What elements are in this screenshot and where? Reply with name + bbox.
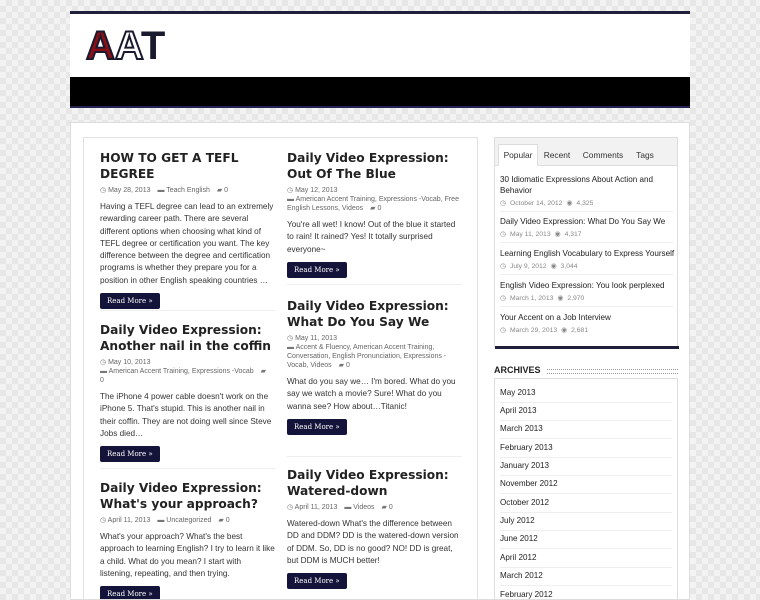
post-title-link[interactable]: Daily Video Expression: What's your approach? (100, 481, 262, 511)
post-comment-count[interactable]: 0 (225, 517, 230, 524)
post-date: May 11, 2013 (295, 335, 337, 342)
divider (500, 585, 672, 586)
clock-icon: ◷ (500, 326, 506, 334)
popular-post-item (500, 281, 675, 302)
post-category-link[interactable]: Videos (353, 504, 375, 511)
post-title-link[interactable]: Daily Video Expression: Out Of The Blue (287, 151, 449, 181)
divider (500, 420, 672, 421)
site-logo[interactable] (86, 26, 165, 66)
popular-post-date: October 14, 2012 (509, 199, 563, 207)
divider (500, 475, 672, 476)
clock-icon: ◷ (100, 359, 107, 366)
post-meta (287, 503, 462, 512)
clock-icon: ◷ (100, 517, 107, 524)
post-meta (100, 186, 275, 195)
popular-post-views: 2,970 (567, 294, 585, 302)
clock-icon: ◷ (287, 504, 294, 511)
post-date: May 12, 2013 (295, 187, 338, 194)
clock-icon: ◷ (500, 199, 506, 207)
archive-link[interactable]: October 2012 (500, 498, 550, 507)
divider (500, 274, 673, 275)
main-container (70, 122, 690, 600)
post-meta (287, 334, 462, 370)
read-more-button[interactable]: Read More » (100, 446, 160, 462)
clock-icon: ◷ (500, 230, 506, 238)
archive-link[interactable]: June 2012 (500, 534, 538, 543)
archives-widget-title: ARCHIVES (494, 365, 547, 375)
post-excerpt: What's your approach? What's the best approach to learning English? I try to learn it like a child. What do you mean? I start with listening, repeating, and then trying. (100, 532, 275, 578)
tab-tags[interactable]: Tags (636, 150, 654, 160)
logo-letter-2: A (114, 24, 141, 68)
comment-icon: ▰ (218, 517, 224, 524)
divider (500, 438, 672, 439)
divider (500, 211, 673, 212)
post-title-link[interactable]: HOW TO GET A TEFL DEGREE (100, 151, 239, 181)
post-divider (287, 284, 462, 285)
popular-post-date: March 1, 2013 (509, 294, 554, 302)
folder-icon: ▬ (287, 196, 294, 203)
folder-icon: ▬ (157, 517, 165, 524)
post-card (100, 151, 275, 309)
post-divider (287, 456, 462, 457)
divider (500, 306, 673, 307)
eye-icon: ◉ (550, 262, 557, 270)
post-excerpt: You're all wet! I know! Out of the blue it started to rain! It rained? Yes! It totally surprised everyone~ (287, 220, 456, 254)
popular-post-date: May 11, 2013 (509, 230, 551, 238)
popular-post-item (500, 175, 675, 207)
clock-icon: ◷ (287, 335, 294, 342)
post-excerpt: Having a TEFL degree can lead to an extremely rewarding career path. There are several different options when choosing what kind of TEFL degree or certification you want. The key difference between the degree and certification programs is whether they prepare you for a position in other English speaking countries … (100, 202, 274, 285)
post-excerpt: What do you say we… I'm bored. What do you say we watch a movie? Sure! What do you wanna see? How about…Titanic! (287, 377, 456, 411)
archive-link[interactable]: February 2013 (500, 443, 553, 452)
archive-link[interactable]: July 2012 (500, 516, 535, 525)
post-title-link[interactable]: Daily Video Expression: Another nail in the coffin (100, 323, 271, 353)
tab-bar (495, 138, 677, 166)
folder-icon: ▬ (100, 368, 107, 375)
popular-post-views: 4,317 (564, 230, 582, 238)
post-date: April 11, 2013 (107, 517, 151, 524)
comment-icon: ▰ (381, 504, 387, 511)
read-more-button[interactable]: Read More » (287, 419, 347, 435)
tab-comments[interactable]: Comments (582, 150, 624, 160)
folder-icon: ▬ (344, 504, 352, 511)
popular-post-link[interactable]: Daily Video Expression: What Do You Say We (500, 217, 666, 226)
widget-title-rule (534, 369, 678, 374)
divider (500, 242, 673, 243)
post-card (100, 481, 275, 600)
eye-icon: ◉ (561, 326, 568, 334)
tabbed-widget (494, 137, 678, 347)
archive-link[interactable]: January 2013 (500, 461, 550, 470)
eye-icon: ◉ (554, 230, 561, 238)
post-comment-count[interactable]: 0 (345, 362, 350, 369)
popular-post-link[interactable]: Your Accent on a Job Interview (500, 313, 611, 322)
post-comment-count[interactable]: 0 (100, 377, 104, 384)
divider (500, 493, 672, 494)
comment-icon: ▰ (216, 187, 223, 194)
divider (500, 548, 672, 549)
tab-recent[interactable]: Recent (543, 150, 571, 160)
post-title-link[interactable]: Daily Video Expression: Watered-down (287, 468, 449, 498)
archive-link[interactable]: February 2012 (500, 590, 553, 599)
archive-link[interactable]: April 2012 (500, 553, 537, 562)
popular-post-views: 2,681 (571, 326, 589, 334)
post-title-link[interactable]: Daily Video Expression: What Do You Say We (287, 299, 449, 329)
post-divider (100, 310, 275, 311)
comment-icon: ▰ (370, 205, 376, 212)
post-category-link[interactable]: American Accent Training, Expressions -Vocab (108, 368, 254, 375)
post-category-link[interactable]: American Accent Training, Expressions -Vocab, Free English Lessons, Videos (287, 196, 459, 212)
post-meta (287, 186, 462, 213)
post-comment-count[interactable]: 0 (388, 504, 393, 511)
popular-post-item (500, 249, 675, 270)
post-category-link[interactable]: Uncategorized (166, 517, 212, 524)
post-meta (100, 516, 275, 525)
archive-link[interactable]: March 2012 (500, 571, 543, 580)
post-category-link[interactable]: Accent & Fluency, American Accent Training, Conversation, English Pronunciation, Expressions -Vocab, Videos (287, 344, 447, 369)
main-navigation-bar[interactable] (70, 77, 690, 108)
archive-link[interactable]: March 2013 (500, 424, 543, 433)
logo-letter-3: T (140, 24, 166, 68)
post-card (287, 151, 462, 278)
read-more-button[interactable]: Read More » (100, 586, 160, 600)
post-card (287, 468, 462, 589)
clock-icon: ◷ (500, 294, 506, 302)
tab-popular[interactable]: Popular (498, 144, 538, 166)
popular-post-link[interactable]: English Video Expression: You look perplexed (500, 281, 665, 290)
eye-icon: ◉ (557, 294, 564, 302)
widget-bottom-bar (495, 346, 679, 349)
read-more-button[interactable]: Read More » (100, 293, 160, 309)
post-excerpt: The iPhone 4 power cable doesn't work on the iPhone 5. That's stupid. This is another nail in their coffin. They are not doing well since Steve Jobs died… (100, 392, 272, 438)
archive-link[interactable]: November 2012 (500, 479, 558, 488)
divider (500, 567, 672, 568)
post-card (287, 299, 462, 435)
post-excerpt: Watered-down What's the difference between DD and DDM? DD is the watered-down version of DDM. So, DD is no good? NO! DD is great, but DDM is MUCH better! (287, 519, 459, 565)
comment-icon: ▰ (260, 368, 267, 375)
comment-icon: ▰ (338, 362, 344, 369)
popular-post-link[interactable]: 30 Idiomatic Expressions About Action and Behavior (500, 175, 653, 195)
post-comment-count[interactable]: 0 (377, 205, 382, 212)
post-comment-count[interactable]: 0 (224, 187, 229, 194)
popular-post-item (500, 313, 675, 334)
archive-link[interactable]: May 2013 (500, 388, 536, 397)
popular-post-date: July 9, 2012 (509, 262, 547, 270)
archives-list (494, 378, 678, 600)
post-list (83, 137, 478, 600)
popular-post-link[interactable]: Learning English Vocabulary to Express Yourself (500, 249, 675, 258)
clock-icon: ◷ (287, 187, 294, 194)
folder-icon: ▬ (287, 344, 294, 351)
logo-letter-1: A (86, 24, 115, 68)
post-meta (100, 358, 275, 385)
divider (500, 457, 672, 458)
post-divider (100, 468, 275, 469)
clock-icon: ◷ (100, 187, 107, 194)
divider (500, 512, 672, 513)
post-date: May 28, 2013 (108, 187, 151, 194)
read-more-button[interactable]: Read More » (287, 573, 347, 589)
archive-link[interactable]: April 2013 (500, 406, 537, 415)
site-header (70, 11, 690, 77)
popular-post-date: March 29, 2013 (509, 326, 558, 334)
popular-post-views: 3,044 (560, 262, 578, 270)
clock-icon: ◷ (500, 262, 506, 270)
popular-post-views: 4,325 (576, 199, 594, 207)
eye-icon: ◉ (566, 199, 573, 207)
post-date: April 11, 2013 (294, 504, 338, 511)
folder-icon: ▬ (157, 187, 165, 194)
post-category-link[interactable]: Teach English (166, 187, 210, 194)
read-more-button[interactable]: Read More » (287, 262, 347, 278)
post-card (100, 323, 275, 462)
divider (500, 402, 672, 403)
post-date: May 10, 2013 (108, 359, 151, 366)
divider (500, 530, 672, 531)
popular-post-item (500, 217, 675, 238)
